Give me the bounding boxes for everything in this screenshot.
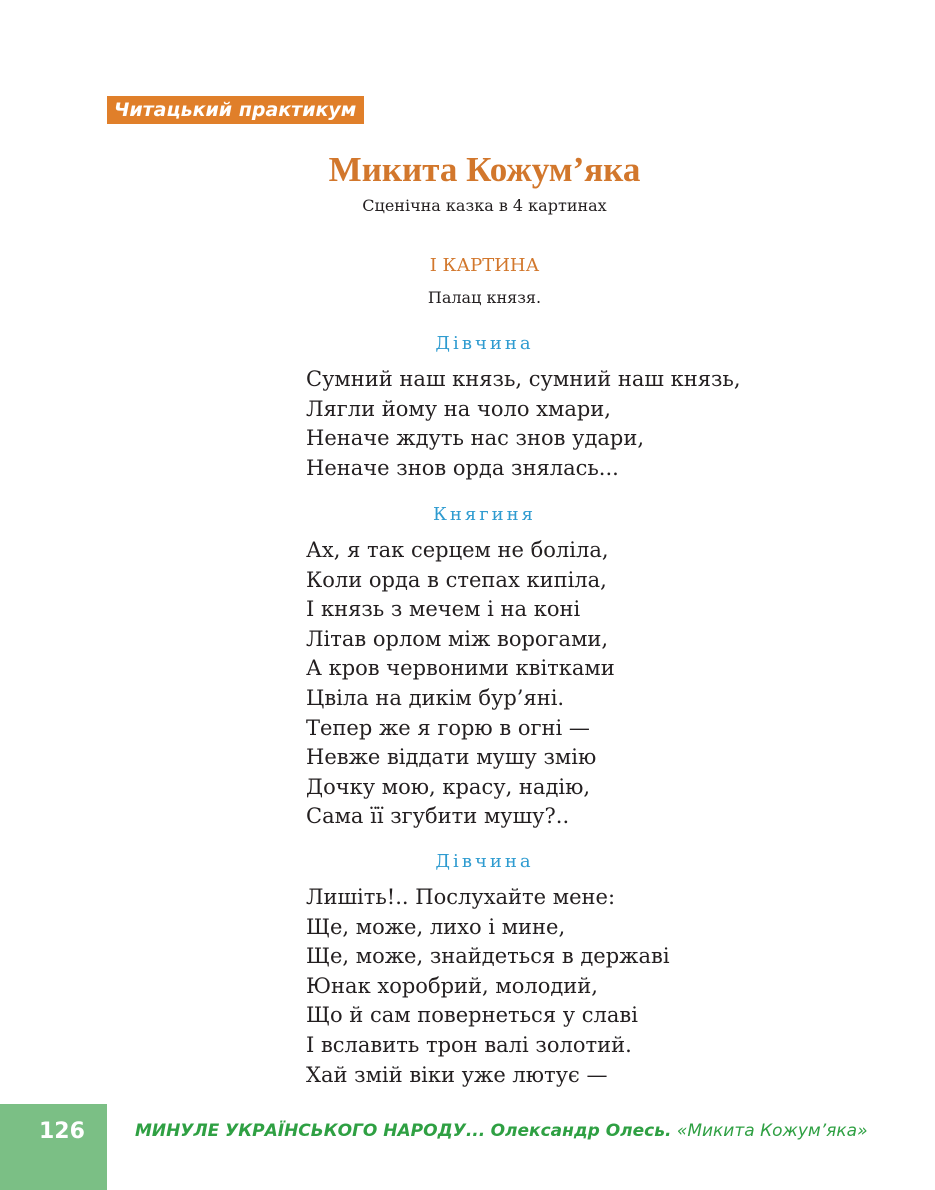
verse-line: Тепер же я горю в огні — xyxy=(306,715,590,740)
speaker-name: Дівчина xyxy=(435,333,534,354)
speaker-name: Княгиня xyxy=(432,504,537,525)
running-head xyxy=(135,1118,868,1144)
verse-line: Сама її згубити мушу?.. xyxy=(306,804,570,829)
page-subtitle: Сценічна казка в 4 картинах xyxy=(362,196,607,215)
verse-line: Сумний наш князь, сумний наш князь, xyxy=(306,367,741,391)
stanza xyxy=(306,883,670,1090)
verse-line: І вславить трон валі золотий. xyxy=(306,1032,632,1057)
verse-line: Неначе ждуть нас знов удари, xyxy=(306,426,645,451)
verse-line: Ще, може, лихо і мине, xyxy=(306,914,566,939)
verse-line: Цвіла на дикім бур’яні. xyxy=(306,685,565,710)
verse-line: Ще, може, знайдеться в державі xyxy=(306,944,670,969)
running-head-author: Олександр Олесь. xyxy=(490,1121,672,1141)
stanza xyxy=(306,365,741,483)
verse-line: Юнак хоробрий, молодий, xyxy=(306,973,598,998)
verse-line: Літав орлом між ворогами, xyxy=(306,626,609,651)
page-number-box xyxy=(0,1104,107,1190)
running-head-work: «Микита Кожум’яка» xyxy=(676,1121,868,1141)
verse-line: Коли орда в степах кипіла, xyxy=(306,567,607,592)
stanza xyxy=(306,536,615,832)
scene-title: І КАРТИНА xyxy=(429,255,540,276)
verse-line: Лягли йому на чоло хмари, xyxy=(306,396,611,421)
verse-line: І князь з мечем і на коні xyxy=(306,597,581,622)
verse-line: А кров червоними квітками xyxy=(306,656,615,681)
verse-line: Невже віддати мушу змію xyxy=(306,745,597,770)
scene-description: Палац князя. xyxy=(427,288,542,307)
section-tag: Читацький практикум xyxy=(107,96,364,124)
verse-line: Що й сам повернеться у славі xyxy=(306,1003,638,1028)
verse-line: Лишіть!.. Послухайте мене: xyxy=(306,885,616,909)
verse-line: Дочку мою, красу, надію, xyxy=(306,774,591,799)
page-number: 126 xyxy=(39,1119,85,1144)
speaker-name: Дівчина xyxy=(435,851,534,872)
verse-line: Хай змій віки уже лютує — xyxy=(306,1062,608,1087)
verse-line: Неначе знов орда знялась... xyxy=(306,455,619,480)
page-title: Микита Кожум’яка xyxy=(328,150,641,189)
verse-line: Ах, я так серцем не боліла, xyxy=(306,538,609,562)
running-head-section: МИНУЛЕ УКРАЇНСЬКОГО НАРОДУ... xyxy=(135,1121,486,1141)
